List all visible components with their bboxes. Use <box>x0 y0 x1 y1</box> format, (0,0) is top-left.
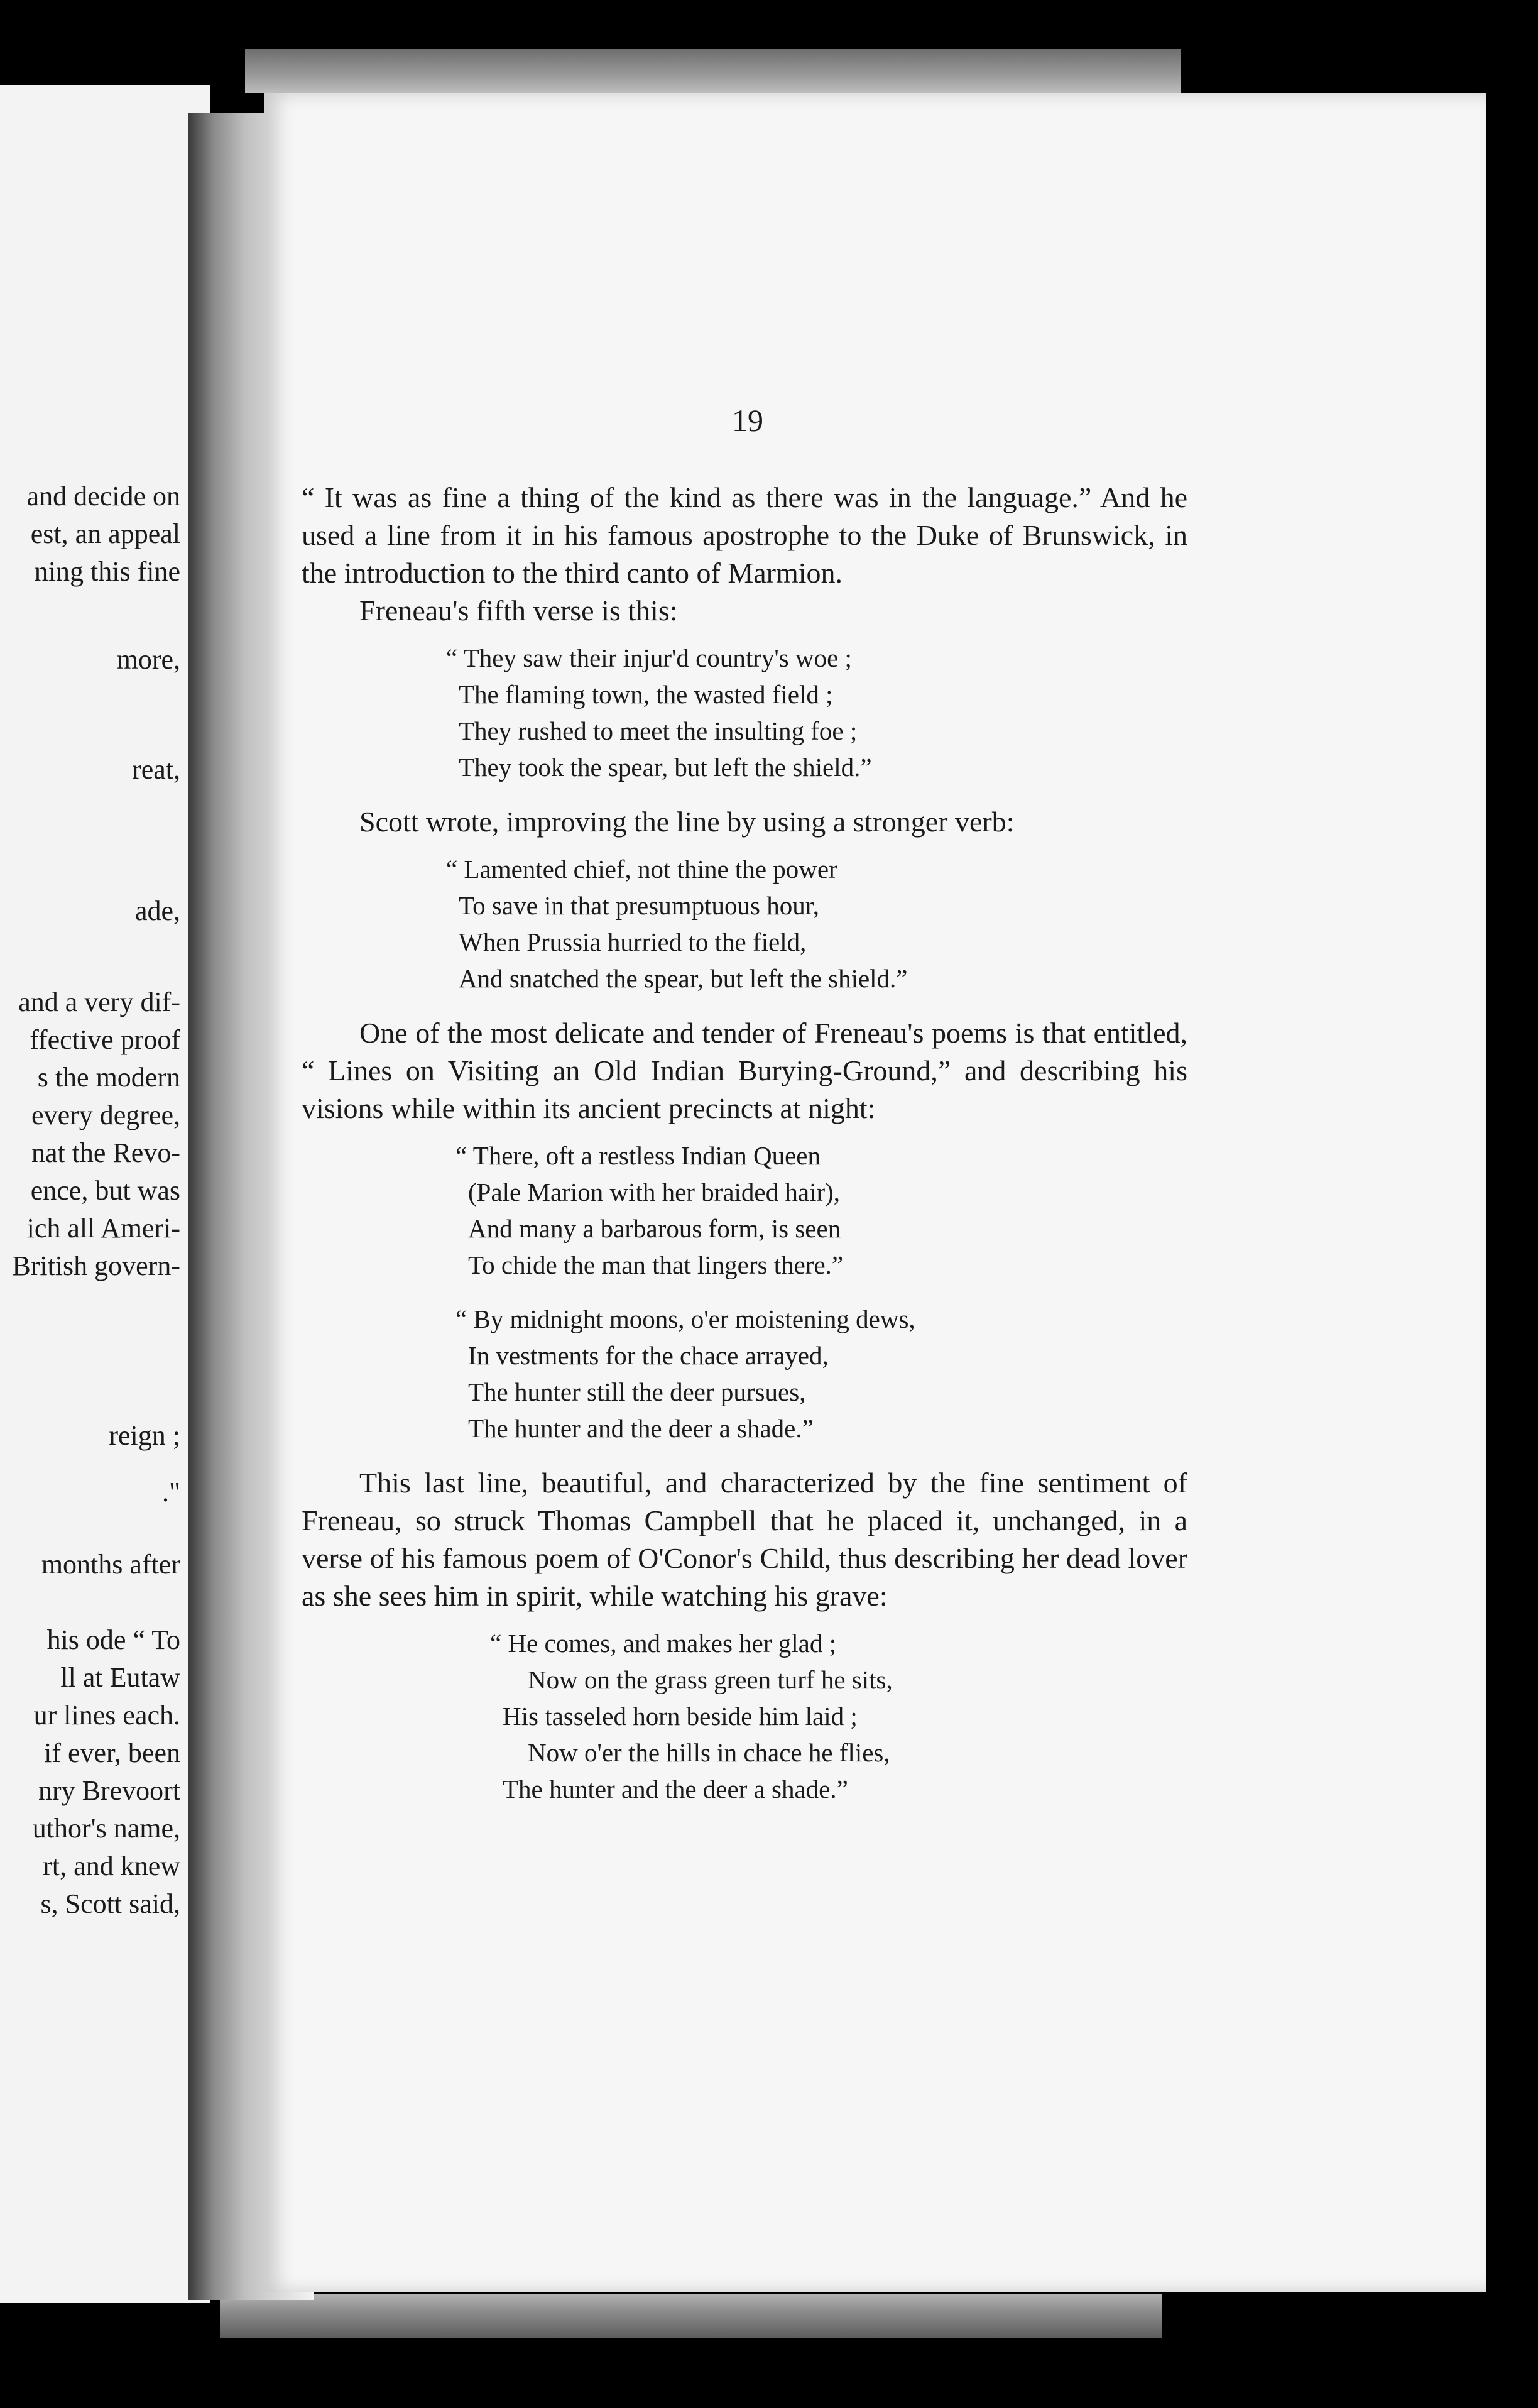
verse-line: “ He comes, and makes her glad ; <box>490 1629 837 1658</box>
left-page-line: months after <box>41 1549 180 1580</box>
left-page-line: nry Brevoort <box>38 1775 180 1806</box>
paragraph-5: This last line, beautiful, and characterized by the fine sentiment of Freneau, so struck Thomas Campbell that he placed it, unchanged, in a verse of his famous poem of O'Conor's Child, thus describing her dead lover as she sees him in spirit, while watching his grave: <box>302 1467 1187 1612</box>
left-page-line: ade, <box>134 895 180 926</box>
verse-line: Now on the grass green turf he sits, <box>528 1665 893 1694</box>
left-page-line: British govern- <box>12 1251 180 1281</box>
left-page-line: ence, but was <box>30 1175 180 1206</box>
left-page-line: est, an appeal <box>30 518 180 549</box>
page-body <box>302 479 1187 1825</box>
verse-line: And snatched the spear, but left the shield.” <box>459 964 908 993</box>
verse-line: When Prussia hurried to the field, <box>459 928 807 956</box>
verse-line: To chide the man that lingers there.” <box>468 1251 844 1279</box>
verse-line: And many a barbarous form, is seen <box>468 1214 841 1243</box>
left-page-line: nat the Revo- <box>31 1137 180 1168</box>
verse-line: They rushed to meet the insulting foe ; <box>459 716 858 745</box>
verse-line: In vestments for the chace arrayed, <box>468 1341 829 1370</box>
left-page-line: s, Scott said, <box>40 1888 180 1919</box>
verse-line: The hunter still the deer pursues, <box>468 1377 806 1406</box>
left-page-line: and decide on <box>26 481 180 512</box>
left-page-line: if ever, been <box>44 1738 180 1768</box>
paragraph-1: “ It was as fine a thing of the kind as there was in the language.” And he used a line from it in his famous apostrophe to the Duke of Brunswick, in the introduction to the third canto of Marmion. <box>302 481 1187 589</box>
stanza-5 <box>490 1625 1187 1807</box>
left-page-line: ll at Eutaw <box>60 1662 180 1693</box>
verse-line: “ There, oft a restless Indian Queen <box>455 1141 821 1170</box>
book-cover-edge-top <box>245 49 1181 93</box>
verse-line: Now o'er the hills in chace he flies, <box>528 1738 890 1767</box>
verse-line: “ By midnight moons, o'er moistening dews, <box>455 1305 915 1333</box>
verse-line: The flaming town, the wasted field ; <box>459 680 833 709</box>
verse-line: To save in that presumptuous hour, <box>459 891 819 920</box>
verse-line: (Pale Marion with her braided hair), <box>468 1178 841 1207</box>
stanza-2 <box>446 851 1187 997</box>
verse-line: “ They saw their injur'd country's woe ; <box>446 643 852 672</box>
left-page-line: reat, <box>132 754 180 785</box>
left-page-line: reign ; <box>109 1420 180 1451</box>
verse-line: The hunter and the deer a shade.” <box>503 1775 848 1803</box>
left-page-line: ." <box>162 1477 180 1508</box>
left-page-line: ich all Ameri- <box>26 1213 180 1244</box>
page-number: 19 <box>732 403 763 438</box>
left-page-line: ning this fine <box>34 556 180 587</box>
verse-line: They took the spear, but left the shield.” <box>459 753 872 782</box>
left-page-line: ur lines each. <box>33 1700 180 1731</box>
left-page-line: and a very dif- <box>18 987 180 1017</box>
left-page-line: uthor's name, <box>32 1813 180 1844</box>
verse-line: “ Lamented chief, not thine the power <box>446 855 837 884</box>
left-page-line: every degree, <box>31 1100 180 1130</box>
left-page-line: rt, and knew <box>43 1851 180 1881</box>
left-facing-page <box>0 85 210 2303</box>
left-page-line: more, <box>116 644 180 675</box>
paragraph-4: One of the most delicate and tender of Freneau's poems is that entitled, “ Lines on Visiting an Old Indian Burying-Ground,” and describing his visions while within its ancient precincts at night: <box>302 1017 1187 1124</box>
stanza-3 <box>455 1137 1187 1283</box>
paragraph-2: Freneau's fifth verse is this: <box>359 594 678 627</box>
book-cover-edge-bottom <box>220 2294 1162 2338</box>
stanza-4 <box>455 1301 1187 1447</box>
left-page-line: s the modern <box>37 1062 180 1093</box>
stanza-1 <box>446 640 1187 785</box>
left-page-line: ffective proof <box>30 1024 180 1055</box>
verse-line: The hunter and the deer a shade.” <box>468 1414 814 1443</box>
verse-line: His tasseled horn beside him laid ; <box>503 1702 858 1731</box>
paragraph-3: Scott wrote, improving the line by using a stronger verb: <box>359 806 1015 838</box>
left-page-line: his ode “ To <box>46 1624 180 1655</box>
